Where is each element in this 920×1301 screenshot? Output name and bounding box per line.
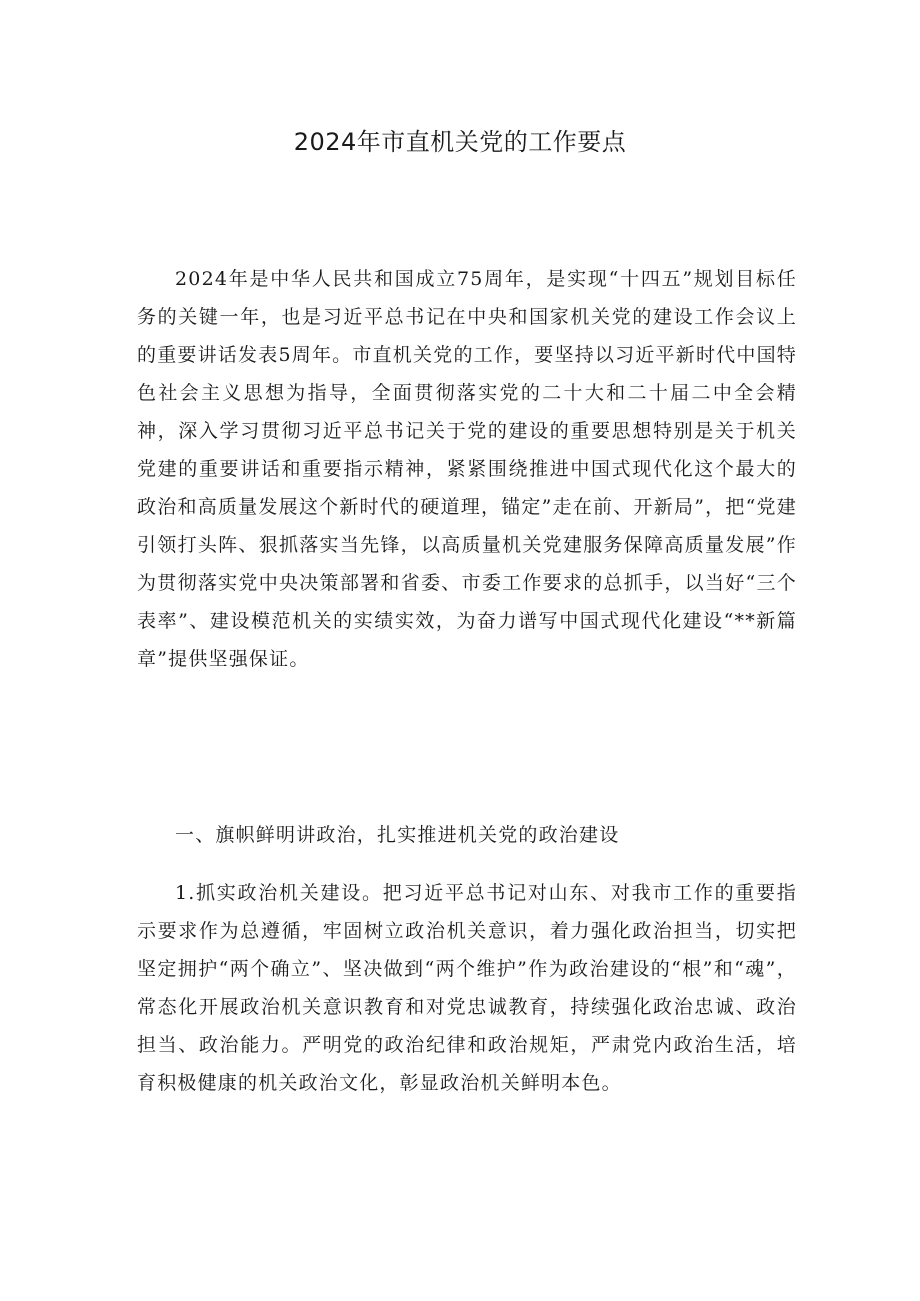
intro-paragraph: 2024年是中华人民共和国成立75周年，是实现“十四五”规划目标任务的关键一年，也是习近平总书记在中央和国家机关党的建设工作会议上的重要讲话发表5周年。市直机关党的工作，要坚持以习近平新时代中国特色社会主义思想为指导，全面贯彻落实党的二十大和二十届二中全会精神，深入学习贯彻习近平总书记关于党的建设的重要思想特别是关于机关党建的重要讲话和重要指示精神，紧紧围绕推进中国式现代化这个最大的政治和高质量发展这个新时代的硬道理，锚定”走在前、开新局”，把“党建引领打头阵、狠抓落实当先锋，以高质量机关党建服务保障高质量发展”作为贯彻落实党中央决策部署和省委、市委工作要求的总抓手，以当好“三个表率”、建设模范机关的实绩实效，为奋力谱写中国式现代化建设“**新篇章”提供坚强保证。	[137, 268, 797, 670]
document-title: 2024年市直机关党的工作要点	[293, 128, 627, 156]
list-item-paragraph: 1.抓实政治机关建设。把习近平总书记对山东、对我市工作的重要指示要求作为总遵循，牢固树立政治机关意识，着力强化政治担当，切实把坚定拥护“两个确立”、坚决做到“两个维护”作为政治建设的“根”和“魂”，常态化开展政治机关意识教育和对党忠诚教育，持续强化政治忠诚、政治担当、政治能力。严明党的政治纪律和政治规矩，严肃党内政治生活，培育积极健康的机关政治文化，彰显政治机关鲜明本色。	[137, 882, 797, 1094]
section-heading: 一、旗帜鲜明讲政治，扎实推进机关党的政治建设	[175, 824, 620, 846]
